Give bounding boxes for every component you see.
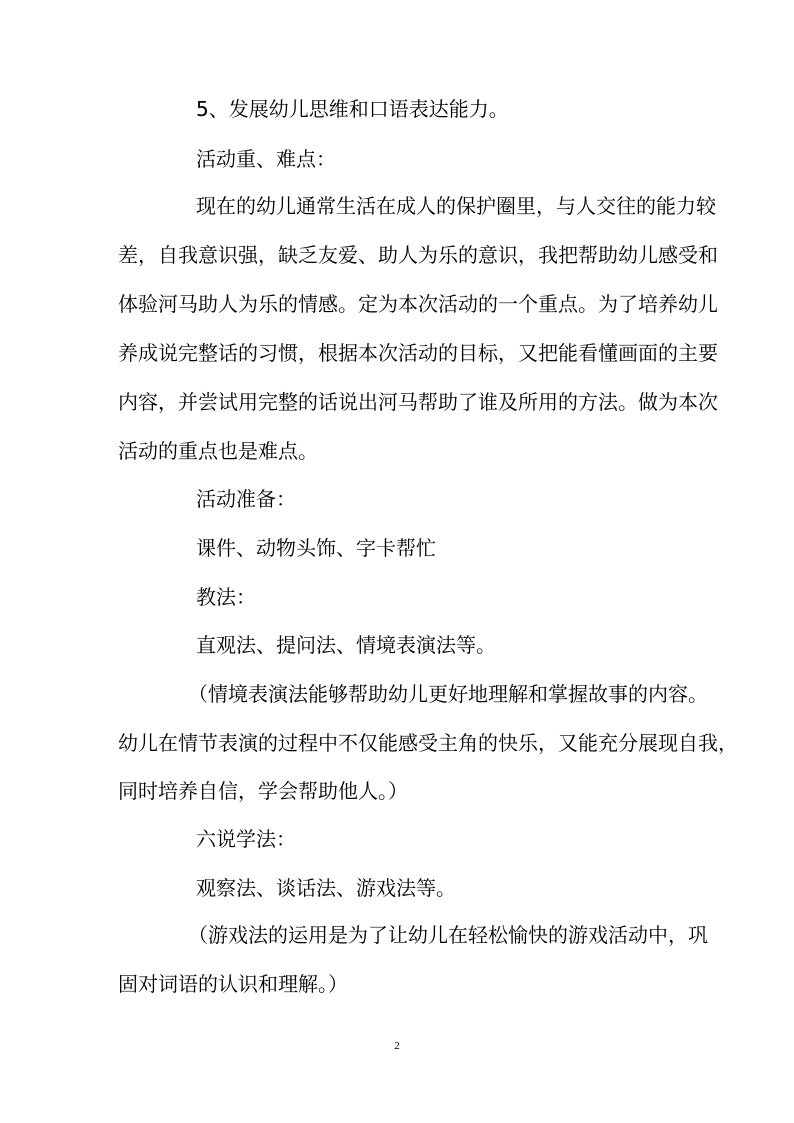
learning-method-text: 观察法、谈话法、游戏法等。 [196, 876, 456, 900]
paragraph-line: 内容，并尝试用完整的话说出河马帮助了谁及所用的方法。做为本次 [118, 390, 718, 414]
paragraph-line: 养成说完整话的习惯，根据本次活动的目标，又把能看懂画面的主要 [118, 341, 718, 365]
heading-teaching-method: 教法： [196, 585, 256, 609]
heading-learning-method: 六说学法： [196, 827, 296, 851]
teaching-method-text: 直观法、提问法、情境表演法等。 [196, 633, 496, 657]
preparation-text: 课件、动物头饰、字卡帮忙 [196, 536, 436, 560]
paragraph-line: 同时培养自信，学会帮助他人。） [118, 779, 408, 803]
page-number: 2 [394, 1040, 400, 1052]
heading-key-points: 活动重、难点： [196, 147, 336, 171]
paragraph-line: （情境表演法能够帮助幼儿更好地理解和掌握故事的内容。 [188, 682, 708, 706]
paragraph-line: 现在的幼儿通常生活在成人的保护圈里，与人交往的能力较 [196, 194, 716, 218]
paragraph-line: 差，自我意识强，缺乏友爱、助人为乐的意识，我把帮助幼儿感受和 [118, 243, 718, 267]
paragraph-line: 固对词语的认识和理解。） [118, 972, 348, 996]
paragraph-line: （游戏法的运用是为了让幼儿在轻松愉快的游戏活动中，巩 [188, 923, 708, 947]
paragraph-line: 体验河马助人为乐的情感。定为本次活动的一个重点。为了培养幼儿 [118, 292, 718, 316]
goal-item-5: 5、发展幼儿思维和口语表达能力。 [196, 97, 509, 121]
paragraph-line: 活动的重点也是难点。 [118, 439, 318, 463]
heading-preparation: 活动准备： [196, 487, 296, 511]
paragraph-line: 幼儿在情节表演的过程中不仅能感受主角的快乐，又能充分展现自我， [118, 731, 738, 755]
